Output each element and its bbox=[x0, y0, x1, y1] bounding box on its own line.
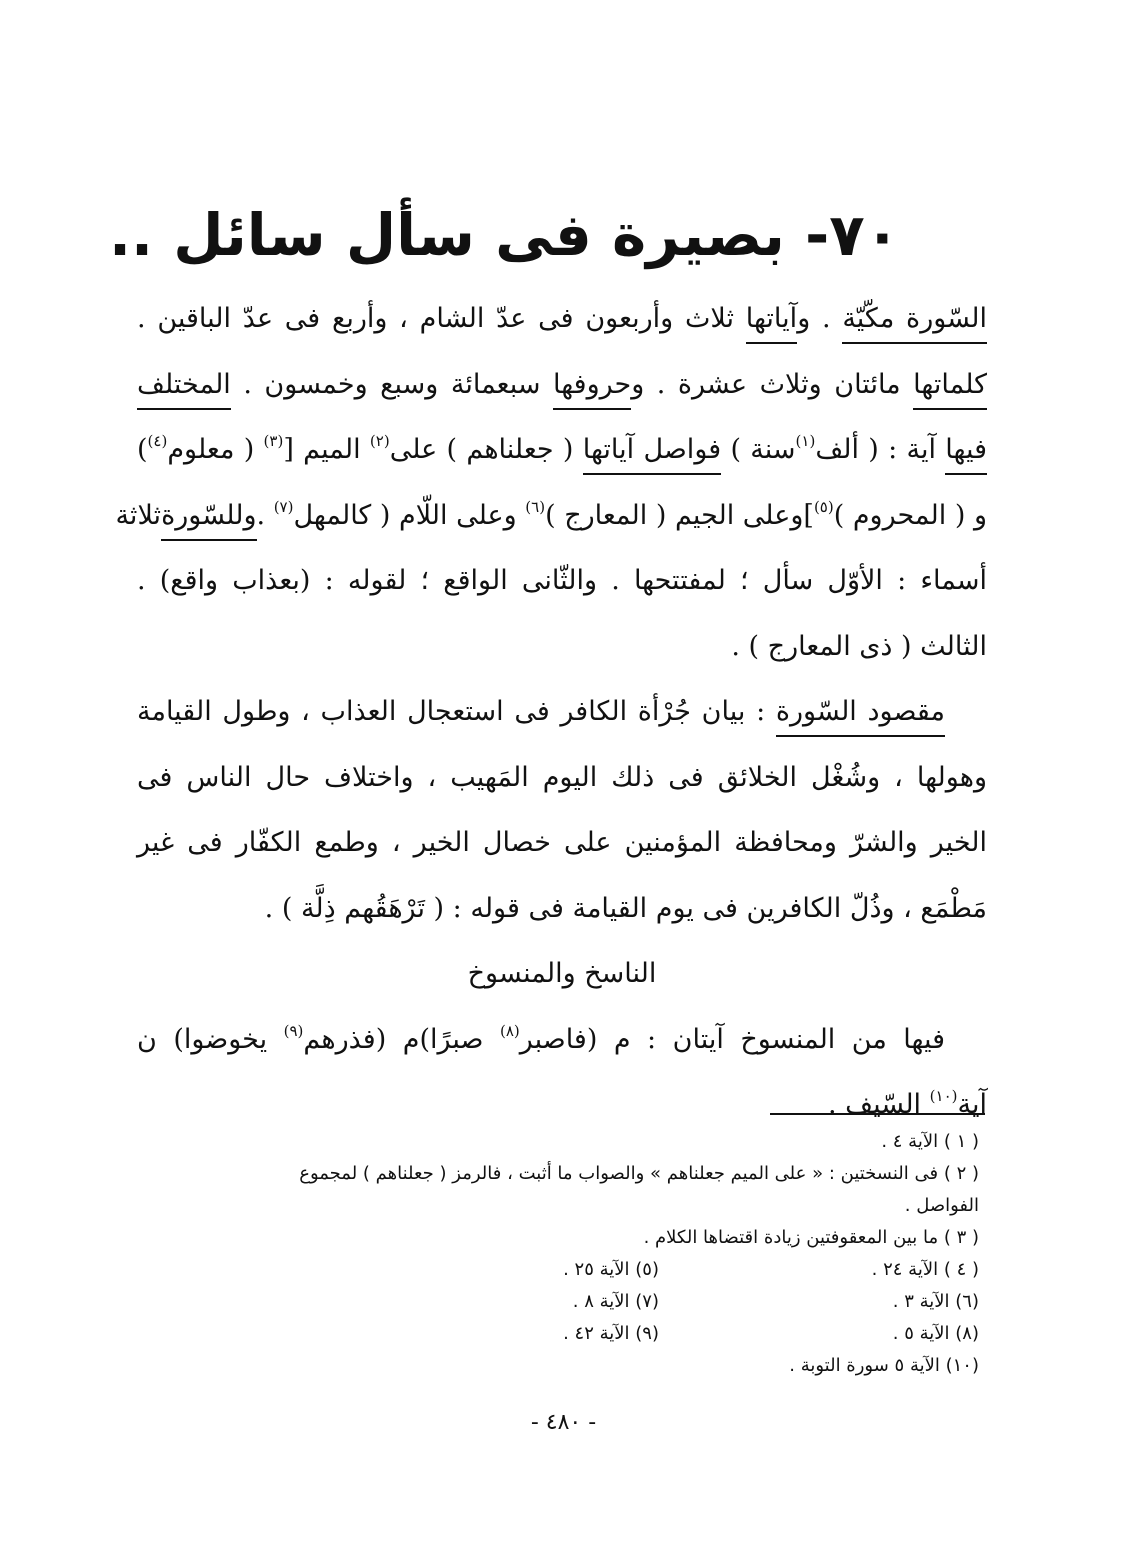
body-line bbox=[137, 614, 987, 680]
body-line bbox=[137, 876, 987, 942]
text-run: الثالث ( ذى المعارج ) . bbox=[731, 630, 987, 662]
footnote-3: ( ٣ ) ما بين المعقوفتين زيادة اقتضاها الكلام . bbox=[643, 1227, 979, 1248]
footnote-row-6-7 bbox=[129, 1286, 979, 1318]
underlined-term: حروفها bbox=[553, 369, 631, 410]
underlined-term: وللسّورة bbox=[161, 500, 256, 541]
footnote-divider bbox=[770, 1113, 985, 1115]
body-line bbox=[137, 1007, 987, 1073]
footnote-row-8-9 bbox=[129, 1318, 979, 1350]
underlined-term: المختلف bbox=[137, 369, 231, 410]
text-run: يخوضوا) ن bbox=[137, 1023, 284, 1055]
body-line bbox=[137, 679, 987, 745]
section-heading bbox=[137, 941, 987, 1007]
body-line bbox=[137, 286, 987, 352]
footnote-7: (٧) الآية ٨ . bbox=[572, 1291, 659, 1312]
text-run: ثلاث وأربعون فى عدّ الشام ، وأربع فى عدّ الباقين . bbox=[137, 303, 746, 334]
footnote-marker: (١) bbox=[795, 432, 816, 450]
footnote-marker: (٢) bbox=[369, 432, 390, 450]
body-line bbox=[137, 745, 987, 811]
underlined-term: مقصود السّورة bbox=[776, 696, 945, 737]
footnote-marker: (٧) bbox=[273, 497, 294, 516]
footnote-5: (٥) الآية ٢٥ . bbox=[563, 1259, 659, 1280]
text-run: سبعمائة وسبع وخمسون . bbox=[230, 368, 553, 400]
text-run: و ( المحروم ) bbox=[833, 499, 987, 531]
body-line bbox=[137, 352, 987, 418]
text-run: آية : ( ألف bbox=[815, 434, 946, 465]
footnote-10: (١٠) الآية ٥ سورة التوبة . bbox=[789, 1355, 979, 1376]
footnote-1: ( ١ ) الآية ٤ . bbox=[881, 1131, 979, 1152]
text-run: سنة ) bbox=[721, 434, 796, 465]
footnote-marker: (٥) bbox=[813, 497, 834, 516]
text-run: الناسخ والمنسوخ bbox=[467, 958, 657, 989]
footnote-marker: (٤) bbox=[147, 432, 168, 450]
body-line bbox=[137, 417, 987, 483]
footnote-8: (٨) الآية ٥ . bbox=[892, 1323, 979, 1344]
text-run: الخير والشرّ ومحافظة المؤمنين على خصال الخير ، وطمع الكفّار فى غير bbox=[137, 827, 987, 858]
footnote-4: ( ٤ ) الآية ٢٤ . bbox=[871, 1259, 979, 1280]
body-line bbox=[137, 810, 987, 876]
text-run: السّيف . bbox=[827, 1089, 930, 1120]
footnote-2-cont: الفواصل . bbox=[904, 1195, 979, 1216]
footnote-9: (٩) الآية ٤٢ . bbox=[563, 1323, 659, 1344]
footnote-2: ( ٢ ) فى النسختين : « على الميم جعلناهم » والصواب ما أثبت ، فالرمز ( جعلناهم ) لمجموع bbox=[299, 1163, 979, 1184]
body-line bbox=[115, 483, 987, 549]
text-run: مائتان وثلاث عشرة . و bbox=[631, 368, 914, 400]
text-run: ثلاثة bbox=[115, 499, 162, 531]
page-number: - ٤٨٠ - bbox=[530, 1410, 597, 1435]
footnote-6: (٦) الآية ٣ . bbox=[892, 1291, 979, 1312]
text-run: الميم [ bbox=[283, 434, 370, 465]
underlined-term: السّورة مكّيّة bbox=[842, 303, 987, 344]
text-run: ( جعلناهم ) على bbox=[389, 434, 583, 465]
text-run: . و bbox=[797, 303, 843, 334]
text-run: وهولها ، وشُغْل الخلائق فى ذلك اليوم المَهيب ، واختلاف حال الناس فى bbox=[137, 761, 987, 793]
text-run: فيها من المنسوخ آيتان : م (فاصبر bbox=[519, 1023, 946, 1055]
text-run: وعلى اللّام ( كالمهل bbox=[293, 499, 526, 531]
footnote-marker: (٣) bbox=[263, 432, 284, 450]
underlined-term: فواصل آياتها bbox=[583, 434, 721, 475]
text-run: مَطْمَع ، وذُلّ الكافرين فى يوم القيامة فى قوله : ( تَرْهَقُهم ذِلَّة ) . bbox=[264, 892, 987, 924]
body-line bbox=[137, 548, 987, 614]
footnote-marker: (٩) bbox=[283, 1021, 304, 1040]
text-run: أسماء : الأوّل سأل ؛ لمفتتحها . والثّانى الواقع ؛ لقوله : (بعذاب واقع) . bbox=[137, 565, 987, 596]
text-run: ) bbox=[137, 434, 148, 465]
underlined-term: آياتها bbox=[746, 303, 797, 344]
footnotes bbox=[129, 1126, 979, 1382]
footnote-marker: (٨) bbox=[499, 1021, 520, 1040]
footnote-row-4-5 bbox=[129, 1254, 979, 1286]
text-run: ]وعلى الجيم ( المعارج ) bbox=[545, 499, 814, 531]
text-run: صبرًا)م (فذرهم bbox=[303, 1023, 500, 1055]
chapter-title: ٧٠- بصيرة فى سأل سائل .. bbox=[109, 201, 900, 269]
text-run: : بيان جُرْأة الكافر فى استعجال العذاب ، وطول القيامة bbox=[137, 696, 776, 727]
footnote-marker: (١٠) bbox=[929, 1087, 958, 1105]
text-run: آية bbox=[957, 1089, 987, 1120]
body-text bbox=[115, 286, 988, 1138]
underlined-term: فيها bbox=[945, 434, 987, 475]
text-run: ( معلوم bbox=[167, 434, 264, 465]
text-run: . bbox=[256, 499, 274, 531]
underlined-term: كلماتها bbox=[913, 369, 987, 410]
footnote-marker: (٦) bbox=[525, 497, 546, 516]
